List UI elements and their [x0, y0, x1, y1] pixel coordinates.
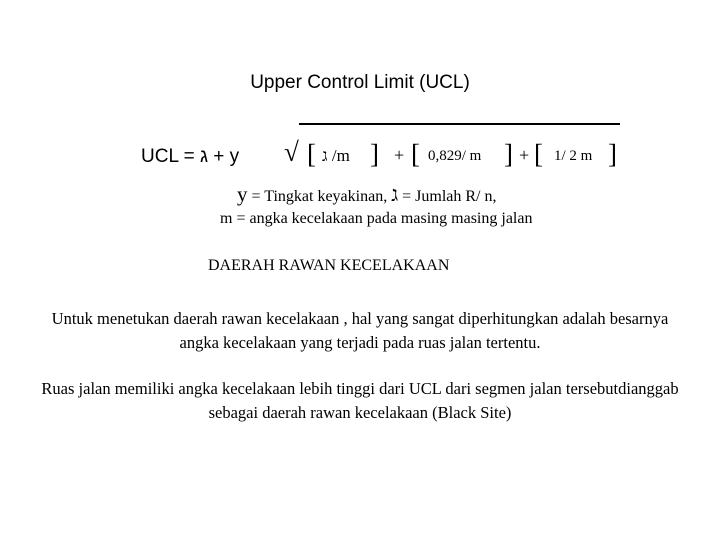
bracket-open-2: [ [411, 139, 420, 169]
bracket-close-2: ] [504, 139, 513, 169]
bracket-close-3: ] [608, 139, 617, 169]
y-symbol: y [237, 182, 248, 206]
lambda-symbol: ג [391, 182, 399, 206]
y-definition: = Tingkat keyakinan, [247, 188, 392, 205]
formula-term-2: 0,829/ m [428, 148, 482, 164]
paragraph-2: Ruas jalan memiliki angka kecelakaan lebih tinggi dari UCL dari segmen jalan tersebutdianggab sebagai daerah rawan kecelakaan (Black Site) [41, 379, 679, 422]
formula-lhs: UCL = ג + y [141, 146, 240, 167]
definition-line-m: m = angka kecelakaan pada masing masing jalan [220, 210, 533, 227]
plus-sign-2: + [519, 145, 530, 165]
square-root-bar [299, 123, 620, 125]
bracket-close-1: ] [370, 139, 379, 169]
bracket-open-3: [ [534, 139, 543, 169]
paragraph-1: Untuk menetukan daerah rawan kecelakaan , hal yang sangat diperhitungkan adalah besarnya angka kecelakaan yang terjadi pada ruas jalan tertentu. [51, 309, 669, 352]
square-root-sign: √ [284, 137, 299, 167]
definition-line-y-lambda [237, 182, 496, 207]
plus-sign-1: + [394, 145, 405, 165]
lambda-definition: = Jumlah R/ n, [398, 188, 497, 205]
slide-title: Upper Control Limit (UCL) [250, 72, 470, 93]
formula-term-1: ג /m [322, 146, 350, 165]
bracket-open-1: [ [307, 139, 316, 169]
section-heading: DAERAH RAWAN KECELAKAAN [208, 257, 450, 274]
formula-term-3: 1/ 2 m [554, 148, 593, 164]
